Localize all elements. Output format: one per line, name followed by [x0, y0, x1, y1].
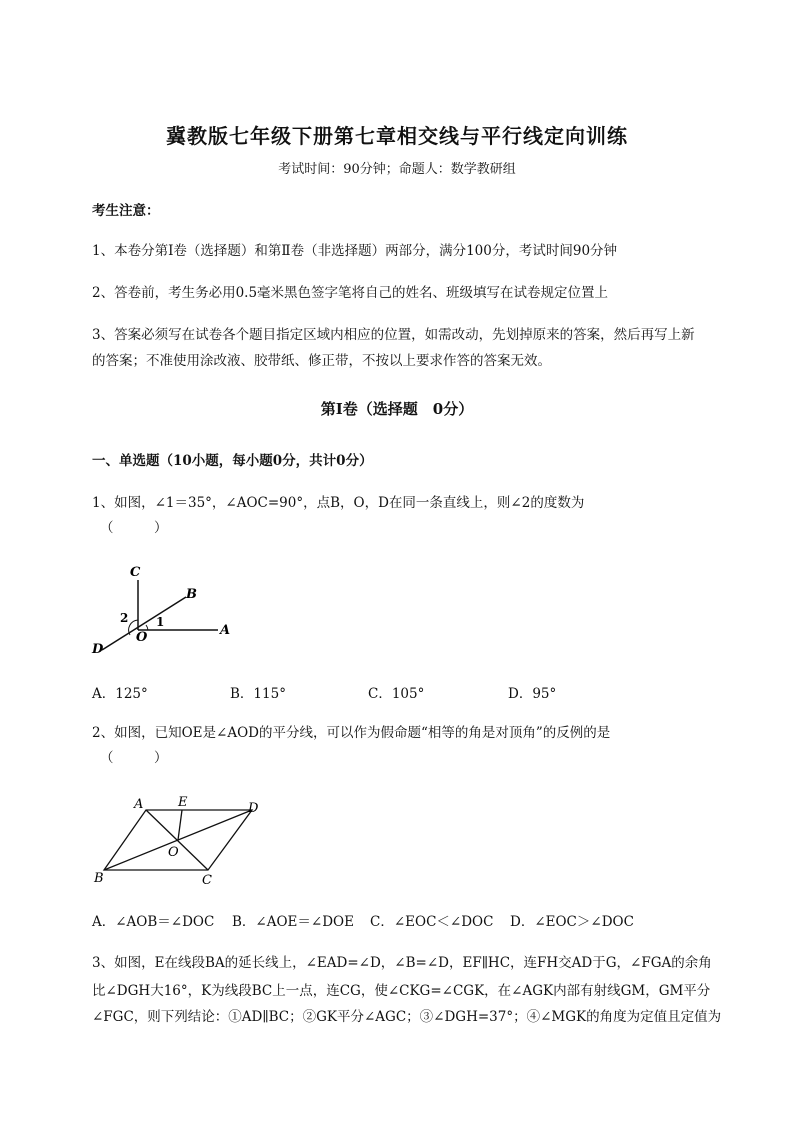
ray-oe: [178, 810, 182, 840]
notice-item-3: 3、答案必须写在试卷各个题目指定区域内相应的位置，如需改动，先划掉原来的答案，然后再写上新: [92, 327, 695, 343]
q1-option-d[interactable]: D．95°: [508, 686, 557, 702]
q2-option-b[interactable]: B．∠AOE＝∠DOE: [232, 914, 354, 930]
question-2-options: [92, 910, 640, 930]
part-title: 一、单选题（10小题，每小题0分，共计0分）: [92, 453, 373, 469]
label-d: D: [248, 801, 259, 816]
notice-item-2: 2、答卷前，考生务必用0.5毫米黑色签字笔将自己的姓名、班级填写在试卷规定位置上: [92, 285, 609, 301]
question-1-figure: [88, 560, 248, 660]
label-c: C: [130, 565, 141, 580]
label-o: O: [136, 630, 148, 645]
label-a: A: [220, 623, 231, 638]
notice-heading: 考生注意：: [92, 203, 160, 219]
q2-option-c[interactable]: C．∠EOC＜∠DOC: [370, 914, 494, 930]
q2-option-a[interactable]: A．∠AOB＝∠DOC: [92, 914, 215, 930]
notice-item-1: 1、本卷分第I卷（选择题）和第Ⅱ卷（非选择题）两部分，满分100分，考试时间90分钟: [92, 243, 618, 259]
question-1-text: 1、如图，∠1＝35°，∠AOC=90°，点B，O，D在同一条直线上，则∠2的度数为: [92, 495, 585, 511]
question-2-figure: [90, 792, 270, 888]
label-2: 2: [120, 611, 129, 625]
exam-title: 冀教版七年级下册第七章相交线与平行线定向训练: [166, 124, 628, 148]
q1-option-b[interactable]: B．115°: [230, 686, 286, 702]
label-e: E: [178, 795, 188, 810]
label-b: B: [94, 871, 104, 886]
notice-item-3-cont: 的答案；不准使用涂改液、胶带纸、修正带，不按以上要求作答的答案无效。: [92, 353, 551, 369]
label-d: D: [92, 642, 104, 657]
question-1-options: [92, 682, 608, 702]
label-c: C: [202, 873, 212, 888]
question-3-line-2: 比∠DGH大16°，K为线段BC上一点，连CG，使∠CKG=∠CGK，在∠AGK内部有射线GM，GM平分: [92, 983, 711, 999]
question-1-paren: （ ）: [100, 520, 168, 536]
question-3-line-1: 3、如图，E在线段BA的延长线上，∠EAD=∠D，∠B=∠D，EF∥HC，连FH交AD于G，∠FGA的余角: [92, 955, 712, 971]
q1-option-c[interactable]: C．105°: [368, 686, 425, 702]
exam-subtitle: 考试时间：90分钟；命题人：数学教研组: [278, 162, 516, 177]
label-1: 1: [156, 615, 165, 629]
question-3-line-3: ∠FGC，则下列结论：①AD∥BC；②GK平分∠AGC；③∠DGH=37°；④∠MGK的角度为定值且定值为: [92, 1009, 722, 1025]
q2-option-d[interactable]: D．∠EOC＞∠DOC: [510, 914, 634, 930]
label-o: O: [168, 845, 179, 860]
section-title: 第I卷（选择题 0分）: [320, 400, 474, 418]
question-2-paren: （ ）: [100, 750, 168, 766]
question-2-text: 2、如图，已知OE是∠AOD的平分线，可以作为假命题“相等的角是对顶角”的反例的是: [92, 725, 611, 741]
label-b: B: [186, 587, 197, 602]
q1-option-a[interactable]: A．125°: [92, 686, 148, 702]
label-a: A: [134, 797, 144, 812]
